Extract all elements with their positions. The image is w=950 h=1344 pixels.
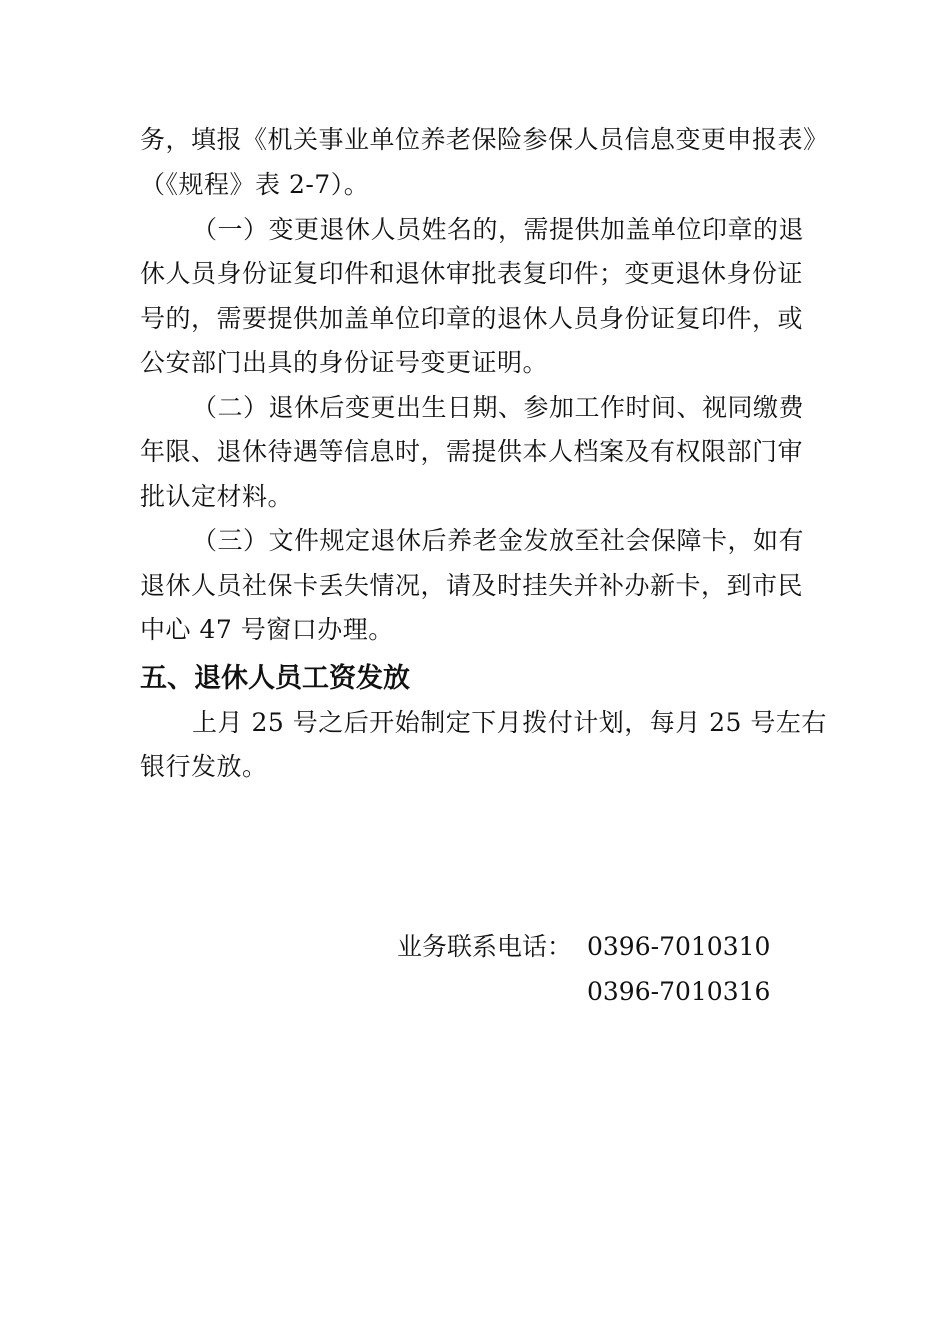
contact-label: 业务联系电话： [397,932,573,961]
section-heading: 五、退休人员工资发放 [140,663,410,694]
contact-phone-2: 0396-7010316 [587,977,771,1006]
paragraph-line: 退休人员社保卡丢失情况，请及时挂失并补办新卡，到市民 [140,571,804,600]
contact-phone-1: 0396-7010310 [587,932,771,961]
paragraph-line: 公安部门出具的身份证号变更证明。 [140,348,549,377]
paragraph-line: 银行发放。 [140,752,268,781]
paragraph-line: 中心 47 号窗口办理。 [140,615,394,644]
paragraph-line: 批认定材料。 [140,482,294,511]
paragraph-line: 号的，需要提供加盖单位印章的退休人员身份证复印件，或 [140,304,804,333]
paragraph-line: （《规程》表 2-7）。 [140,170,370,199]
paragraph-line: 休人员身份证复印件和退休审批表复印件；变更退休身份证 [140,259,804,288]
paragraph-line: 年限、退休待遇等信息时，需提供本人档案及有权限部门审 [140,437,804,466]
paragraph-line: （二）退休后变更出生日期、参加工作时间、视同缴费 [192,393,805,422]
paragraph-line: 务，填报《机关事业单位养老保险参保人员信息变更申报表》 [140,125,829,154]
paragraph-line: （三）文件规定退休后养老金发放至社会保障卡，如有 [192,526,805,555]
paragraph-line: 上月 25 号之后开始制定下月拨付计划，每月 25 号左右 [192,708,827,737]
paragraph-line: （一）变更退休人员姓名的，需提供加盖单位印章的退 [192,215,805,244]
